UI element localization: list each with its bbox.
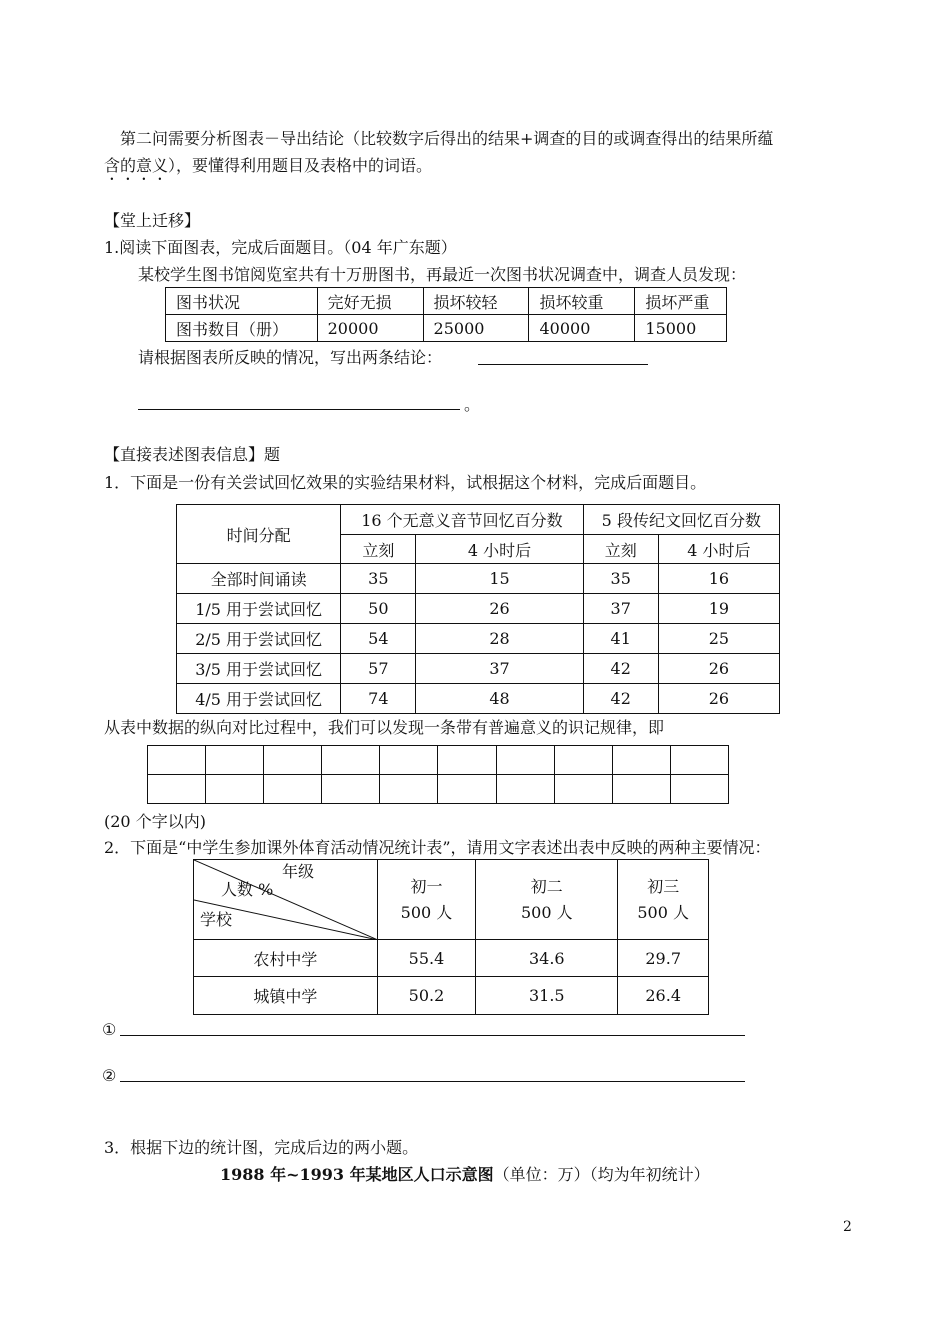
table-header-cell: 立刻 <box>341 535 416 564</box>
question-3: 3．根据下边的统计图，完成后边的两小题。 <box>104 1138 419 1157</box>
diag-people-label: 人数 % <box>221 880 274 899</box>
grid-cell[interactable] <box>264 746 322 775</box>
question-2: 2．下面是“中学生参加课外体育活动情况统计表”，请用文字表述出表中反映的两种主要情况： <box>104 838 771 857</box>
answer-line[interactable] <box>478 364 648 365</box>
table-cell: 50 <box>341 594 416 624</box>
table-cell: 42 <box>583 684 658 714</box>
count-label: 500 人 <box>400 902 453 922</box>
intro-line2-rest: ），要懂得利用题目及表格中的词语。 <box>168 156 433 175</box>
grid-cell[interactable] <box>496 746 554 775</box>
table-cell: 损坏较轻 <box>423 288 529 315</box>
grid-cell[interactable] <box>670 746 728 775</box>
table-row <box>177 505 780 535</box>
table-row <box>194 977 709 1015</box>
grid-cell[interactable] <box>148 746 206 775</box>
table-cell: 20000 <box>317 315 423 342</box>
answer-mark-1: ① <box>102 1020 117 1039</box>
table-cell: 农村中学 <box>194 940 378 977</box>
table-cell: 37 <box>416 654 583 684</box>
table-header-cell: 16 个无意义音节回忆百分数 <box>341 505 583 535</box>
table-cell: 28 <box>416 624 583 654</box>
answer-line[interactable] <box>138 409 460 410</box>
table-cell: 57 <box>341 654 416 684</box>
grid-cell[interactable] <box>438 775 496 804</box>
grade-label: 初三 <box>647 876 680 896</box>
table-cell: 40000 <box>529 315 635 342</box>
table-cell: 4/5 用于尝试回忆 <box>177 684 341 714</box>
period-mark: 。 <box>464 395 481 414</box>
question-1-direct: 1．下面是一份有关尝试回忆效果的实验结果材料，试根据这个材料，完成后面题目。 <box>104 473 707 492</box>
table-cell: 图书数目（册） <box>166 315 318 342</box>
grid-cell[interactable] <box>322 775 380 804</box>
intro-line2 <box>104 156 432 184</box>
chart-caption <box>220 1165 710 1185</box>
table-header-cell: 5 段传纪文回忆百分数 <box>583 505 779 535</box>
table-cell: 26.4 <box>618 977 709 1015</box>
answer-line[interactable] <box>120 1035 745 1036</box>
table-cell: 城镇中学 <box>194 977 378 1015</box>
table-row <box>166 315 727 342</box>
table-row <box>177 594 780 624</box>
answer-line[interactable] <box>120 1081 745 1082</box>
recall-table <box>176 504 780 714</box>
table-cell: 15 <box>416 564 583 594</box>
diag-grade-label: 年级 <box>282 862 315 881</box>
table-cell: 1/5 用于尝试回忆 <box>177 594 341 624</box>
table-row <box>177 564 780 594</box>
table-cell: 19 <box>658 594 779 624</box>
answer-mark-2: ② <box>102 1066 117 1085</box>
grid-cell[interactable] <box>496 775 554 804</box>
table-cell: 37 <box>583 594 658 624</box>
chart-caption-title: 1988 年~1993 年某地区人口示意图 <box>220 1165 494 1184</box>
table-cell: 35 <box>341 564 416 594</box>
diagonal-header-cell <box>194 860 378 940</box>
table-cell: 55.4 <box>377 940 476 977</box>
table-cell: 35 <box>583 564 658 594</box>
page-number: 2 <box>843 1219 852 1235</box>
table-cell: 图书状况 <box>166 288 318 315</box>
table-row <box>148 746 729 775</box>
table-cell: 15000 <box>635 315 727 342</box>
section-heading-transfer: 【堂上迁移】 <box>104 211 201 230</box>
grade-label: 初二 <box>530 876 563 896</box>
grid-cell[interactable] <box>612 775 670 804</box>
table-cell: 3/5 用于尝试回忆 <box>177 654 341 684</box>
table-header-cell: 4 小时后 <box>658 535 779 564</box>
sports-table <box>193 859 709 1015</box>
grid-cell[interactable] <box>380 775 438 804</box>
table-cell: 42 <box>583 654 658 684</box>
table-cell: 2/5 用于尝试回忆 <box>177 624 341 654</box>
table-row <box>166 288 727 315</box>
table-header-cell: 时间分配 <box>177 505 341 564</box>
table-header-cell: 4 小时后 <box>416 535 583 564</box>
table-cell: 54 <box>341 624 416 654</box>
table-row <box>177 684 780 714</box>
table-cell: 74 <box>341 684 416 714</box>
grid-cell[interactable] <box>322 746 380 775</box>
table-row <box>148 775 729 804</box>
table-cell: 50.2 <box>377 977 476 1015</box>
word-limit-note: (20 个字以内) <box>104 812 206 831</box>
table-row <box>177 624 780 654</box>
table-cell: 48 <box>416 684 583 714</box>
count-label: 500 人 <box>637 902 690 922</box>
grid-cell[interactable] <box>438 746 496 775</box>
table-row <box>194 860 709 940</box>
table-cell: 26 <box>658 654 779 684</box>
book-status-table <box>165 287 727 342</box>
section-heading-direct: 【直接表述图表信息】题 <box>104 445 281 464</box>
grid-cell[interactable] <box>264 775 322 804</box>
chart-caption-unit: （单位：万）（均为年初统计） <box>493 1165 710 1184</box>
question-1-context: 某校学生图书馆阅览室共有十万册图书，再最近一次图书状况调查中，调查人员发现： <box>138 265 747 284</box>
grid-cell[interactable] <box>670 775 728 804</box>
table-header-cell <box>476 860 618 940</box>
table-cell: 26 <box>416 594 583 624</box>
table-cell: 损坏严重 <box>635 288 727 315</box>
table-cell: 31.5 <box>476 977 618 1015</box>
grid-cell[interactable] <box>554 746 612 775</box>
grade-label: 初一 <box>410 876 443 896</box>
table-cell: 41 <box>583 624 658 654</box>
emphasis-text: 含的意义 <box>104 156 169 175</box>
table-cell: 25000 <box>423 315 529 342</box>
count-label: 500 人 <box>520 902 573 922</box>
table-cell: 26 <box>658 684 779 714</box>
grid-cell[interactable] <box>206 746 264 775</box>
table-cell: 完好无损 <box>317 288 423 315</box>
grid-cell[interactable] <box>148 775 206 804</box>
table-cell: 29.7 <box>618 940 709 977</box>
table-header-cell: 立刻 <box>583 535 658 564</box>
answer-prompt: 请根据图表所反映的情况，写出两条结论： <box>138 348 443 367</box>
grid-cell[interactable] <box>612 746 670 775</box>
question-1-followup: 从表中数据的纵向对比过程中，我们可以发现一条带有普遍意义的识记规律，即 <box>104 718 665 737</box>
table-cell: 全部时间诵读 <box>177 564 341 594</box>
answer-grid[interactable] <box>147 745 729 804</box>
grid-cell[interactable] <box>206 775 264 804</box>
grid-cell[interactable] <box>554 775 612 804</box>
table-row <box>194 940 709 977</box>
diag-school-label: 学校 <box>200 910 233 929</box>
table-cell: 16 <box>658 564 779 594</box>
table-cell: 25 <box>658 624 779 654</box>
table-header-cell <box>377 860 476 940</box>
grid-cell[interactable] <box>380 746 438 775</box>
table-header-cell <box>618 860 709 940</box>
table-cell: 损坏较重 <box>529 288 635 315</box>
intro-line1: 第二问需要分析图表－导出结论（比较数字后得出的结果+调查的目的或调查得出的结果所蕴 <box>120 129 774 148</box>
question-1: 1.阅读下面图表，完成后面题目。（04 年广东题） <box>104 238 457 257</box>
table-cell: 34.6 <box>476 940 618 977</box>
table-row <box>177 654 780 684</box>
